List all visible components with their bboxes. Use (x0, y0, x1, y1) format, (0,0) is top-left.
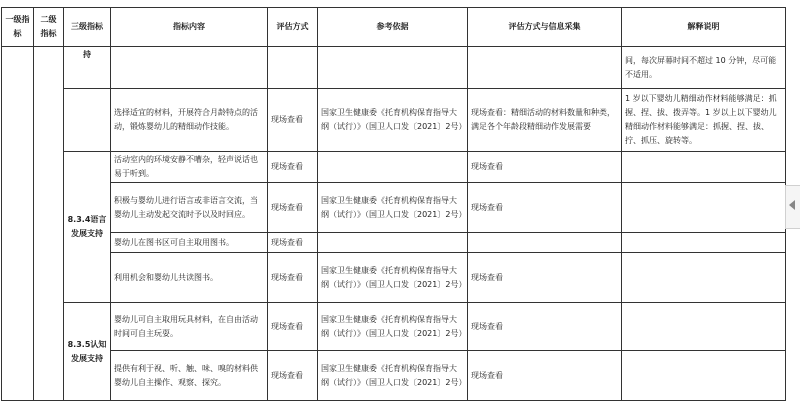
indicator-table (1, 7, 786, 401)
header-level1: 一级指标 (2, 8, 34, 47)
reference-cell (318, 47, 468, 89)
table-row (2, 303, 786, 351)
side-collapse-tab[interactable] (785, 185, 800, 229)
chevron-left-icon (789, 200, 795, 210)
method-cell: 现场查看 (268, 89, 318, 152)
reference-cell: 国家卫生健康委《托育机构保育指导大纲（试行）》（国卫人口发〔2021〕2号） (318, 303, 468, 351)
level2-cell (34, 47, 64, 401)
method-cell: 现场查看 (268, 233, 318, 253)
header-content: 指标内容 (111, 8, 268, 47)
reference-cell: 国家卫生健康委《托育机构保育指导大纲（试行）》（国卫人口发〔2021〕2号） (318, 89, 468, 152)
explain-cell (622, 233, 786, 253)
table-row (2, 253, 786, 303)
header-method-info: 评估方式与信息采集 (468, 8, 622, 47)
content-cell (111, 47, 268, 89)
method-cell: 现场查看 (268, 183, 318, 233)
header-row (2, 8, 786, 47)
content-cell: 婴幼儿可自主取用玩具材料，在自由活动时间可自主玩耍。 (111, 303, 268, 351)
explain-cell: 间，每次屏幕时间不超过 10 分钟，尽可能不适用。 (622, 47, 786, 89)
content-cell: 活动室内的环境安静不嘈杂，轻声说话也易于听到。 (111, 152, 268, 183)
content-cell: 提供有利于视、听、触、味、嗅的材料供婴幼儿自主操作、观察、探究。 (111, 351, 268, 401)
method-cell (268, 47, 318, 89)
explain-cell (622, 152, 786, 183)
method-cell: 现场查看 (268, 152, 318, 183)
header-reference: 参考依据 (318, 8, 468, 47)
level3-cell-language: 8.3.4语言发展支持 (64, 152, 111, 303)
info-cell: 现场查看 (468, 152, 622, 183)
explain-cell: 1 岁以下婴幼儿精细动作材料能够满足：抓握、捏、拔、拨弄等。1 岁以上以下婴幼儿精细动作材料能够满足：抓握、捏、拔、拧、抓压、旋转等。 (622, 89, 786, 152)
explain-cell (622, 303, 786, 351)
table-row (2, 89, 786, 152)
info-cell: 现场查看 (468, 303, 622, 351)
method-cell: 现场查看 (268, 303, 318, 351)
reference-cell: 国家卫生健康委《托育机构保育指导大纲（试行）》（国卫人口发〔2021〕2号） (318, 183, 468, 233)
info-cell: 现场查看 (468, 253, 622, 303)
info-cell: 现场查看 (468, 351, 622, 401)
method-cell: 现场查看 (268, 351, 318, 401)
level3-cell-cognitive: 8.3.5认知发展支持 (64, 303, 111, 401)
content-cell: 利用机会和婴幼儿共读图书。 (111, 253, 268, 303)
header-method: 评估方式 (268, 8, 318, 47)
table-row (2, 351, 786, 401)
info-cell (468, 47, 622, 89)
table-row (2, 47, 786, 89)
reference-cell: 国家卫生健康委《托育机构保育指导大纲（试行）》（国卫人口发〔2021〕2号） (318, 253, 468, 303)
info-cell: 现场查看：精细活动的材料数量和种类，满足各个年龄段精细动作发展需要 (468, 89, 622, 152)
explain-cell (622, 351, 786, 401)
info-cell (468, 233, 622, 253)
reference-cell: 国家卫生健康委《托育机构保育指导大纲（试行）》（国卫人口发〔2021〕2号） (318, 351, 468, 401)
level3-cell-tail: 持 (64, 47, 111, 89)
table-row (2, 233, 786, 253)
content-cell: 婴幼儿在图书区可自主取用图书。 (111, 233, 268, 253)
header-level3: 三级指标 (64, 8, 111, 47)
table-row (2, 152, 786, 183)
info-cell: 现场查看 (468, 183, 622, 233)
level1-cell (2, 47, 34, 401)
level3-cell-empty (64, 89, 111, 152)
reference-cell (318, 152, 468, 183)
reference-cell (318, 233, 468, 253)
content-cell: 选择适宜的材料，开展符合月龄特点的活动，锻炼婴幼儿的精细动作技能。 (111, 89, 268, 152)
method-cell: 现场查看 (268, 253, 318, 303)
header-explanation: 解释说明 (622, 8, 786, 47)
table-row (2, 183, 786, 233)
explain-cell (622, 253, 786, 303)
explain-cell (622, 183, 786, 233)
header-level2: 二级指标 (34, 8, 64, 47)
content-cell: 积极与婴幼儿进行语言或非语言交流，当婴幼儿主动发起交流时予以及时回应。 (111, 183, 268, 233)
